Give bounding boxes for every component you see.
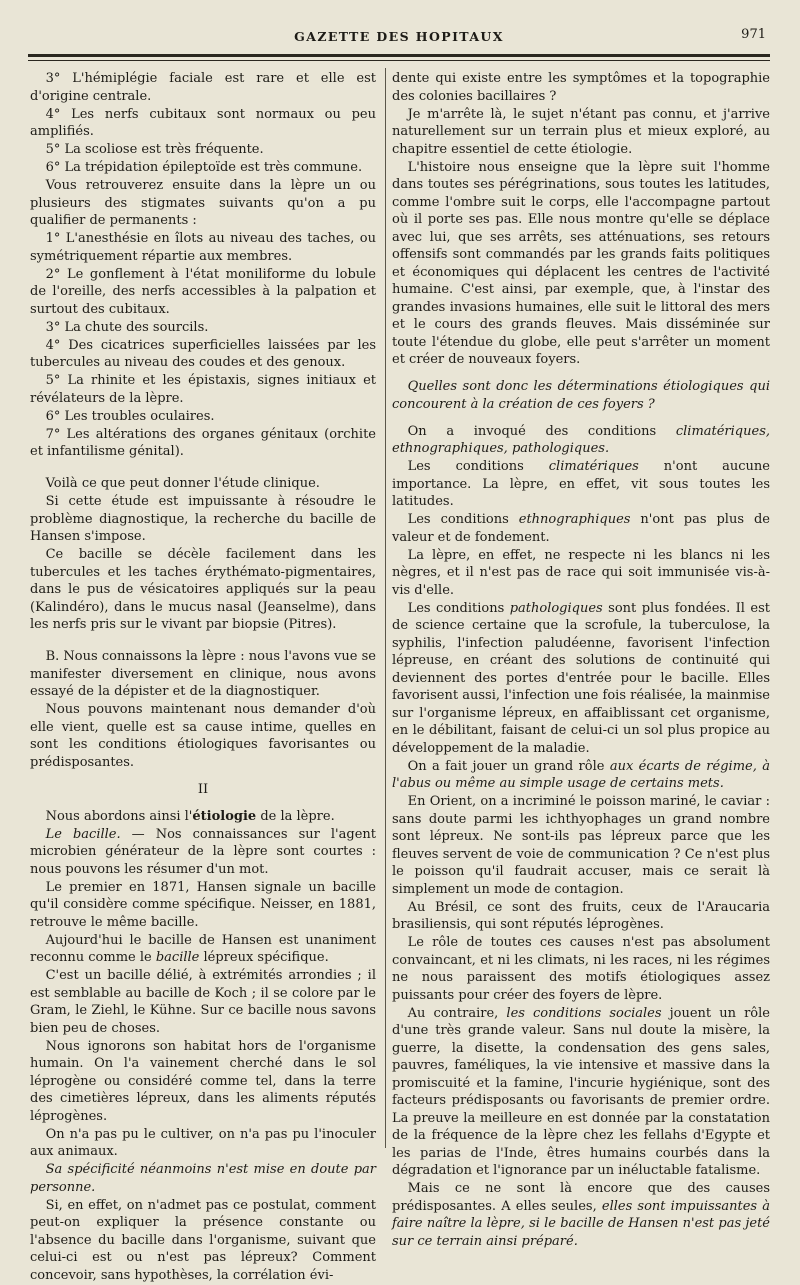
paragraph: 6° Les troubles oculaires. — [45, 408, 215, 424]
header-rule-thin — [28, 60, 770, 61]
section-heading: II — [197, 781, 209, 797]
paragraph: La lèpre, en effet, ne respecte ni les blancs ni les nègres, et il n'est pas de race qui soit immunisée vis-à-vis d'elle. — [392, 547, 770, 598]
paragraph: Je m'arrête là, le sujet n'étant pas connu, et j'arrive naturellement sur un terrain plus et mieux exploré, au chapitre essentiel de cette étiologie. — [392, 106, 770, 157]
paragraph: 3° La chute des sourcils. — [45, 319, 209, 335]
paragraph: Au contraire, les conditions sociales jouent un rôle d'une très grande valeur. Sans nul doute la misère, la guerre, la disette, la condensation des gens sales, pauvres, faméliques, la vie intensive et massive dans la promiscuité et la famine, l'incurie hygiénique, sont des facteurs prédisposants ou favorisants de premier ordre. La preuve la meilleure en est donnée par la constatation de la fréquence de la lèpre chez les fellahs d'Egypte et les parias de l'Inde, êtres humains courbés dans la dégradation et l'ignorance par un inéluctable fatalisme. — [392, 1005, 770, 1178]
paragraph: On a fait jouer un grand rôle aux écarts de régime, à l'abus ou même au simple usage de certains mets. — [392, 758, 770, 791]
paragraph: En Orient, on a incriminé le poisson mariné, le caviar : sans doute parmi les ichthyophages un grand nombre sont lépreux. Ne sont-ils pas lépreux parce que les fleuves servent de voie de communication ? Ce n'est plus le poisson qu'il faudrait accuser, mais ce serait là simplement un mode de contagion. — [392, 794, 770, 897]
page-header — [28, 26, 770, 48]
paragraph: Le rôle de toutes ces causes n'est pas absolument convaincant, et ni les climats, ni les races, ni les régimes ne nous paraissent des motifs étiologiques assez puissants pour créer des foyers de lèpre. — [392, 935, 770, 1003]
paragraph: Nous ignorons son habitat hors de l'organisme humain. On l'a vainement cherché dans le sol léprogène ou considéré comme tel, dans la terre des cimetières lépreux, dans les aliments réputés léprogènes. — [30, 1038, 376, 1124]
paragraph: B. Nous connaissons la lèpre : nous l'avons vue se manifester diversement en clinique, nous avons essayé de la dépister et de la diagnostiquer. — [30, 649, 376, 699]
paragraph: Les conditions climatériques n'ont aucune importance. La lèpre, en effet, vit sous toutes les latitudes. — [392, 459, 770, 509]
paragraph: Mais ce ne sont là encore que des causes prédisposantes. A elles seules, elles sont impuissantes à faire naître la lèpre, si le bacille de Hansen n'est pas jeté sur ce terrain ainsi préparé. — [392, 1181, 770, 1249]
paragraph: 5° La scoliose est très fréquente. — [45, 142, 264, 157]
paragraph: L'histoire nous enseigne que la lèpre suit l'homme dans toutes ses pérégrinations, sous toutes les latitudes, comme l'ombre suit le corps, elle l'accompagne partout où il porte ses pas. Elle nous montre qu'elle se déplace avec lui, que ses arrêts, ses atténuations, ses retours offensifs sont commandés par les grands faits politiques et économiques qui déplacent les centres de l'activité humaine. C'est ainsi, par exemple, que, à l'instar des grandes invasions humaines, elle suit le littoral des mers et le cours des grands fleuves. Mais disséminée sur toute l'étendue du globe, elle peut s'arrêter un moment et créer de nouveaux foyers. — [392, 159, 770, 367]
header-rule-thick — [28, 54, 770, 57]
paragraph: 7° Les altérations des organes génitaux (orchite et infantilisme génital). — [30, 426, 376, 459]
paragraph: Quelles sont donc les déterminations étiologiques qui concourent à la création de ces foyers ? — [392, 379, 770, 412]
paragraph: Ce bacille se décèle facilement dans les tubercules et les taches érythémato-pigmentaires, dans le pus de vésicatoires appliqués sur la peau (Kalindéro), dans le mucus nasal (Jeanselme), dans les nerfs pris sur le vivant par biopsie (Pitres). — [30, 547, 376, 632]
column-divider — [385, 68, 386, 1148]
paragraph: 1° L'anesthésie en îlots au niveau des taches, ou symétriquement répartie aux membres. — [30, 231, 376, 264]
paragraph: Aujourd'hui le bacille de Hansen est unaniment reconnu comme le bacille lépreux spécifique. — [30, 932, 376, 965]
page-number: 971 — [741, 27, 766, 42]
paragraph: Si, en effet, on n'admet pas ce postulat, comment peut-on expliquer la présence constante ou l'absence du bacille dans l'organisme, suivant que celui-ci est ou n'est pas lépreux? Comment concevoir, sans hypothèses, la corrélation évi- — [30, 1197, 376, 1283]
paragraph: Les conditions pathologiques sont plus fondées. Il est de science certaine que la scrofule, la tuberculose, la syphilis, l'infection paludéenne, favorisent l'infection lépreuse, en créant des solutions de continuité qui deviennent des portes d'entrée pour le bacille. Elles favorisent aussi, l'infection une fois réalisée, la mainmise sur l'organisme lépreux, en affaiblissant cet organisme, en le débilitant, faisant de celui-ci un sol plus propice au développement de la maladie. — [392, 600, 770, 756]
paragraph: On n'a pas pu le cultiver, on n'a pas pu l'inoculer aux animaux. — [30, 1126, 376, 1159]
paragraph: 2° Le gonflement à l'état moniliforme du lobule de l'oreille, des nerfs accessibles à la palpation et surtout des cubitaux. — [30, 266, 376, 317]
paragraph: Le bacille. — Nos connaissances sur l'agent microbien générateur de la lèpre sont courtes : nous pouvons les résumer d'un mot. — [30, 826, 376, 877]
paragraph: Au Brésil, ce sont des fruits, ceux de l'Araucaria brasiliensis, qui sont réputés léprogènes. — [392, 899, 770, 932]
paragraph: Voilà ce que peut donner l'étude clinique. — [45, 476, 320, 491]
journal-title: GAZETTE DES HOPITAUX — [294, 29, 504, 44]
paragraph: Si cette étude est impuissante à résoudre le problème diagnostique, la recherche du bacille de Hansen s'impose. — [30, 494, 376, 544]
paragraph: Vous retrouverez ensuite dans la lèpre un ou plusieurs des stigmates suivants qu'on a pu qualifier de permanents : — [30, 178, 376, 228]
paragraph: Sa spécificité néanmoins n'est mise en doute par personne. — [30, 1162, 376, 1195]
paragraph: 4° Des cicatrices superficielles laissées par les tubercules au niveau des coudes et des genoux. — [30, 337, 376, 370]
paragraph: 6° La trépidation épileptoïde est très commune. — [45, 160, 363, 175]
paragraph: On a invoqué des conditions climatériques, ethnographiques, pathologiques. — [392, 423, 770, 456]
left-column — [30, 70, 376, 1285]
paragraph: Les conditions ethnographiques n'ont pas plus de valeur et de fondement. — [392, 512, 770, 545]
paragraph: 4° Les nerfs cubitaux sont normaux ou peu amplifiés. — [30, 106, 376, 139]
paragraph: C'est un bacille délié, à extrémités arrondies ; il est semblable au bacille de Koch ; il se colore par le Gram, le Ziehl, le Kühne. Sur ce bacille nous savons bien peu de choses. — [30, 968, 376, 1036]
right-column — [392, 70, 770, 1251]
paragraph: 5° La rhinite et les épistaxis, signes initiaux et révélateurs de la lèpre. — [30, 373, 376, 406]
paragraph: Le premier en 1871, Hansen signale un bacille qu'il considère comme spécifique. Neisser, en 1881, retrouve le même bacille. — [30, 879, 376, 930]
paragraph: dente qui existe entre les symptômes et la topographie des colonies bacillaires ? — [392, 71, 770, 104]
paragraph: 3° L'hémiplégie faciale est rare et elle est d'origine centrale. — [30, 71, 376, 104]
paragraph: Nous abordons ainsi l'étiologie de la lèpre. — [45, 808, 335, 824]
paragraph: Nous pouvons maintenant nous demander d'où elle vient, quelle est sa cause intime, quelles en sont les conditions étiologiques favorisantes ou prédisposantes. — [30, 702, 376, 770]
